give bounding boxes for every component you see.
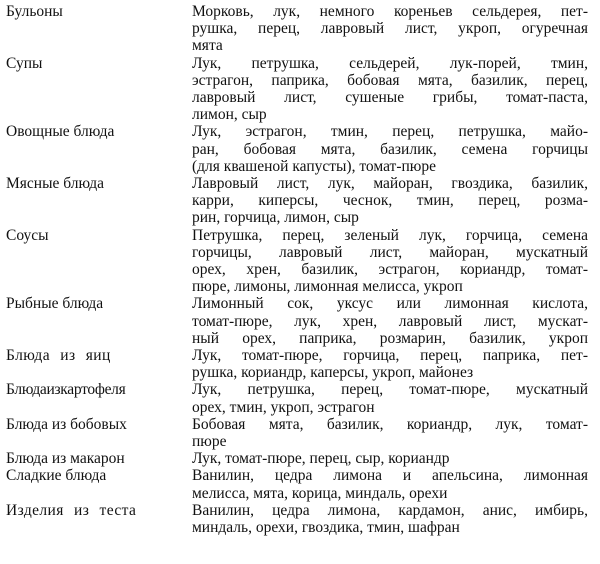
text-line: пюре, лимоны, лимонная мелисса, укроп: [192, 278, 463, 296]
text-line: лимон, сыр: [192, 106, 267, 124]
category-label: Блюда из макарон: [6, 450, 125, 468]
text-line: карри, киперсы, чеснок, тмин, перец, розма-: [192, 192, 588, 210]
text-line: Лук, петрушка, сельдерей, лук-порей, тмин,: [192, 54, 588, 72]
spice-list: [192, 381, 588, 415]
text-line: орех, хрен, базилик, эстрагон, кориандр, томат-: [192, 261, 588, 279]
spice-list: [192, 502, 588, 536]
text-line: пюре: [192, 433, 227, 451]
spice-list: [192, 3, 588, 55]
spice-list: [192, 467, 588, 501]
category-label: Бульоны: [6, 3, 63, 20]
table-row: [6, 227, 594, 296]
text-line: миндаль, орехи, гвоздика, тмин, шафран: [192, 519, 460, 537]
text-line: Морковь, лук, немного кореньев сельдерея, пет-: [192, 3, 588, 20]
text-line: Лимонный сок, уксус или лимонная кислота,: [192, 295, 588, 313]
text-line: Лук, томат-пюре, горчица, перец, паприка, пет-: [192, 347, 588, 365]
text-line: Ванилин, цедра лимона и апельсина, лимонная: [192, 467, 588, 485]
table-row: [6, 123, 594, 175]
table-row: [6, 175, 594, 227]
spice-pairing-table: [6, 3, 594, 536]
category-label: Блюдаизкартофеля: [6, 381, 126, 399]
category-label: Мясные блюда: [6, 175, 105, 193]
spice-list: [192, 175, 588, 227]
table-row: [6, 3, 594, 55]
category-label: Блюда из яиц: [6, 347, 111, 365]
text-line: ран, бобовая мята, базилик, семена горчицы: [192, 140, 588, 158]
category-label: Сладкие блюда: [6, 467, 107, 485]
text-line: рин, горчица, лимон, сыр: [192, 209, 359, 227]
text-line: лавровый лист, сушеные грибы, томат-паста,: [192, 89, 588, 107]
table-row: [6, 450, 594, 467]
table-row: [6, 347, 594, 381]
text-line: томат-пюре, лук, хрен, лавровый лист, мускат-: [192, 312, 588, 330]
text-line: Ванилин, цедра лимона, кардамон, анис, имбирь,: [192, 501, 588, 519]
text-line: Бобовая мята, базилик, кориандр, лук, томат-: [192, 415, 588, 433]
category-label: Овощные блюда: [6, 123, 115, 141]
table-row: [6, 295, 594, 347]
text-line: Лук, томат-пюре, перец, сыр, кориандр: [192, 450, 450, 468]
text-line: рушка, перец, лавровый лист, укроп, огуречная: [192, 20, 588, 38]
text-line: орех, тмин, укроп, эстрагон: [192, 398, 375, 416]
text-line: эстрагон, паприка, бобовая мята, базилик, перец,: [192, 71, 588, 89]
table-row: [6, 381, 594, 415]
text-line: ный орех, паприка, розмарин, базилик, укроп: [192, 329, 588, 347]
text-line: Лук, эстрагон, тмин, перец, петрушка, майо-: [192, 123, 588, 141]
category-label: Изделия из теста: [6, 501, 137, 519]
table-row: [6, 55, 594, 124]
category-label: Блюда из бобовых: [6, 415, 127, 433]
text-line: (для квашеной капусты), томат-пюре: [192, 157, 436, 175]
text-line: Лавровый лист, лук, майоран, гвоздика, базилик,: [192, 175, 588, 193]
text-line: Лук, петрушка, перец, томат-пюре, мускатный: [192, 381, 588, 399]
spice-list: [192, 55, 588, 124]
spice-list: [192, 123, 588, 175]
table-row: [6, 416, 594, 450]
spice-list: [192, 416, 588, 450]
text-line: мелисса, мята, корица, миндаль, орехи: [192, 484, 448, 502]
text-line: рушка, кориандр, каперсы, укроп, майонез: [192, 364, 474, 382]
text-line: Петрушка, перец, зеленый лук, горчица, семена: [192, 226, 588, 244]
spice-list: [192, 227, 588, 296]
spice-list: [192, 450, 588, 467]
category-label: Соусы: [6, 226, 49, 244]
text-line: горчицы, лавровый лист, майоран, мускатный: [192, 243, 588, 261]
category-label: Рыбные блюда: [6, 295, 104, 313]
table-row: [6, 502, 594, 536]
text-line: мята: [192, 37, 223, 55]
spice-list: [192, 295, 588, 347]
category-label: Супы: [6, 54, 43, 72]
spice-list: [192, 347, 588, 381]
table-row: [6, 467, 594, 501]
